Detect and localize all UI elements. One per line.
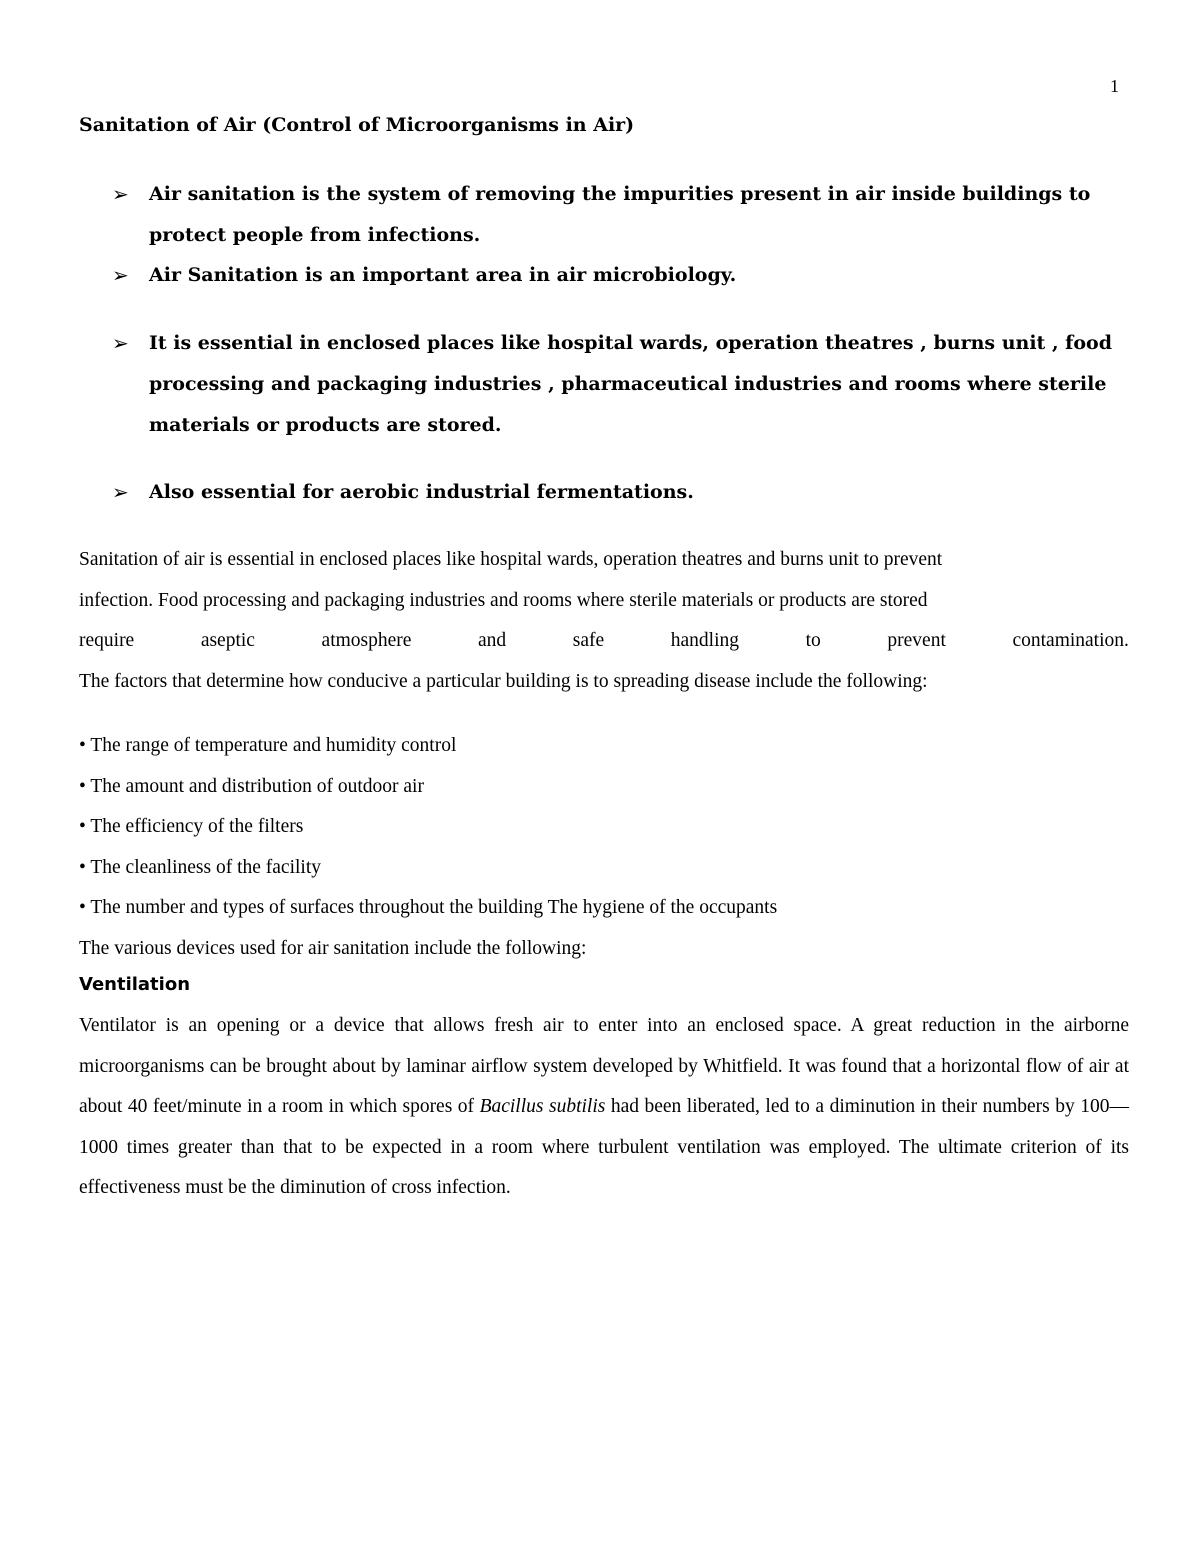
paragraph-line-text: Sanitation of air is essential in enclosed places like hospital wards, operation theatres and burns unit to prevent xyxy=(79,549,943,570)
word: handling xyxy=(670,630,740,651)
word: atmosphere xyxy=(321,630,412,651)
page-number: 1 xyxy=(1110,76,1119,96)
devices-intro-text: The various devices used for air sanitation include the following: xyxy=(79,938,587,959)
arrow-bullet-icon: ➢ xyxy=(112,263,129,287)
list-item: • The number and types of surfaces throughout the building The hygiene of the occupants xyxy=(79,897,778,919)
word: contamination. xyxy=(1012,630,1129,651)
list-item-text: Also essential for aerobic industrial fermentations. xyxy=(149,481,694,503)
factors-list xyxy=(79,726,1129,929)
ventilation-paragraph xyxy=(79,1006,1129,1209)
word: aseptic xyxy=(200,630,255,651)
list-item-text: Air sanitation is the system of removing the impurities present in air inside buildings to protect people from infections. xyxy=(149,183,1091,246)
list-item xyxy=(112,323,1122,446)
list-item xyxy=(112,255,1122,296)
arrow-bullet-icon: ➢ xyxy=(112,182,129,206)
word: to xyxy=(805,630,821,651)
paragraph-line-text: The factors that determine how conducive a particular building is to spreading disease include the following: xyxy=(79,670,928,692)
word: prevent xyxy=(887,630,946,651)
list-item: • The efficiency of the filters xyxy=(79,816,304,838)
paragraph-line-text: infection. Food processing and packaging industries and rooms where sterile materials or products are stored xyxy=(79,589,928,611)
list-item xyxy=(112,472,1122,513)
list-item xyxy=(112,174,1122,256)
list-item-text: It is essential in enclosed places like hospital wards, operation theatres , burns unit , food processing and packaging industries , pharmaceutical industries and rooms where sterile materials or products are stored. xyxy=(149,332,1112,436)
paragraph-line xyxy=(79,540,1129,581)
paragraph-line xyxy=(79,662,1129,703)
paragraph-text: had been liberated, led to a diminution in their numbers by 100—1000 times greater than that to be expected in a room where turbulent ventilation was employed. The ultimate criterion of its effectiveness must be the diminution of cross infection. xyxy=(79,1096,1129,1198)
word: and xyxy=(478,630,507,651)
arrow-bullet-icon: ➢ xyxy=(112,480,129,504)
paragraph-line xyxy=(79,581,1129,622)
word: require xyxy=(79,630,135,651)
word: safe xyxy=(572,630,605,651)
section-heading: Ventilation xyxy=(79,974,191,995)
paragraph-text: Ventilator is an opening or a device that allows fresh air to enter into an enclosed space. A great reduction in the airborne microorganisms can be brought about by laminar airflow system developed by Whitfield. It was found that a horizontal flow of air at about 40 feet/minute in a room in which spores of xyxy=(79,1015,1129,1117)
species-name: Bacillus subtilis xyxy=(479,1096,606,1117)
list-item: • The amount and distribution of outdoor air xyxy=(79,775,424,797)
list-item: • The cleanliness of the facility xyxy=(79,856,322,878)
intro-paragraph xyxy=(79,540,1129,702)
list-item: • The range of temperature and humidity control xyxy=(79,735,457,756)
page-title: Sanitation of Air (Control of Microorganisms in Air) xyxy=(79,114,635,136)
paragraph-line-justified xyxy=(79,621,1129,662)
list-item-text: Air Sanitation is an important area in air microbiology. xyxy=(149,264,737,286)
arrow-bullet-icon: ➢ xyxy=(112,331,129,355)
